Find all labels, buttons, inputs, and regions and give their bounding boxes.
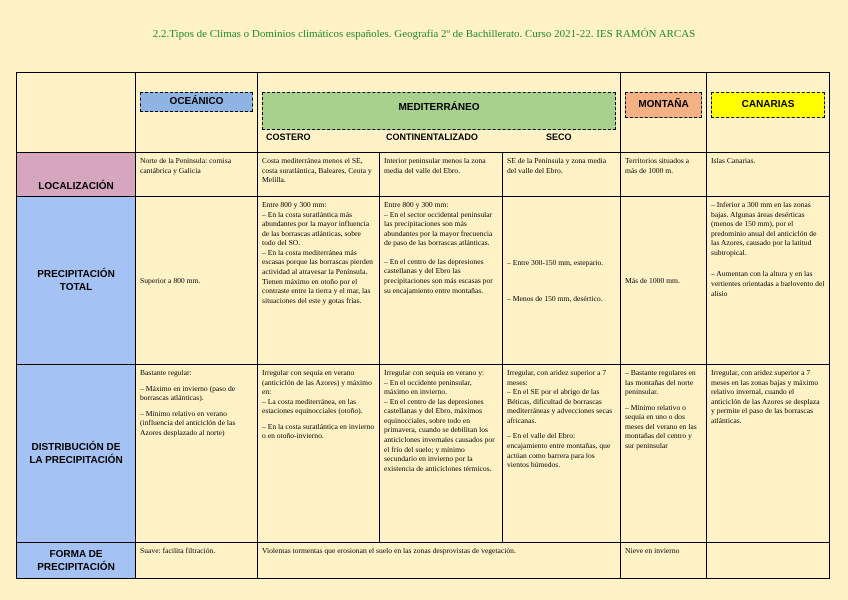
localizacion-costero: Costa mediterránea menos el SE, costa suratlántica, Baleares, Ceuta y Melilla. [258,153,380,197]
precipitacion-total-row [17,197,830,365]
precipitacion-costero [258,197,380,365]
climate-table [16,72,830,579]
text-line: – Mínimo relativo o sequía en uno o dos meses del verano en las montañas del centro y sur peninsular [625,402,697,450]
distribucion-row [17,365,830,543]
text-line: – Mínimo relativo en verano (influencia del anticiclón de las Azores desplazado al norte) [140,408,236,437]
localizacion-continentalizado: Interior peninsular menos la zona media del valle del Ebro. [380,153,503,197]
precipitacion-continentalizado [380,197,503,365]
forma-mediterraneo: Violentas tormentas que erosionan el suelo en las zonas desprovistas de vegetación. [258,543,621,579]
header-oceanico-cell [136,73,258,153]
forma-label-line1: FORMA DE [49,548,103,560]
text-line: Irregular, con aridez superior a 7 meses: [507,368,607,387]
header-montana-cell [621,73,707,153]
precipitacion-canarias [707,197,830,365]
forma-montana: Nieve en invierno [621,543,707,579]
text-line: Irregular con sequía en verano (anticiclón de las Azores) y máximo en: [262,368,372,397]
header-canarias-cell [707,73,830,153]
document-title: 2.2.Tipos de Climas o Dominios climáticos españoles. Geografía 2º de Bachillerato. Curso 2021-22. IES RAMÓN ARCAS [152,28,696,40]
text-line: Bastante regular: [140,368,192,377]
distribucion-label-line1: DISTRIBUCIÓN DE [31,441,121,453]
text-line: – En el centro de las depresiones castellanas y del Ebro, máximos equinocciales, sobre todo en primavera, cuando se debilitan los anticiclones invernales causados por el frío del suelo; y mínimo secundario en invierno por la existencia de anticiclones térmicos. [384,396,495,473]
text-line: – Inferior a 300 mm en las zonas bajas. Algunas áreas desérticas (menos de 150 mm), por el predominio anual del anticiclón de las Azores, causado por la latitud subtropical. [711,200,817,257]
localizacion-row [17,153,830,197]
montana-header: MONTAÑA [625,92,702,118]
text-line: – Bastante regulares en las montañas del norte peninsular. [625,368,696,397]
forma-oceanico: Suave: facilita filtración. [136,543,258,579]
distribucion-label [17,365,136,543]
seco-header: SECO [546,132,572,142]
text-line: – Entre 300-150 mm, estepario. [507,257,604,267]
forma-row [17,543,830,579]
text-line: – En el occidente peninsular, máximo en invierno. [384,377,472,397]
mediterraneo-subheaders [260,132,618,143]
canarias-header: CANARIAS [711,92,825,118]
costero-header: COSTERO [266,132,311,142]
precipitacion-total-label [17,197,136,365]
text-line: Irregular con sequía en verano y: [384,368,485,377]
header-empty-cell [17,73,136,153]
mediterraneo-header: MEDITERRÁNEO [262,92,616,130]
localizacion-montana: Territorios situados a más de 1000 m. [621,153,707,197]
precipitacion-total-label-line2: TOTAL [59,281,93,293]
text-line: – En el sector occidental peninsular las precipitaciones son más abundantes por la mayor frecuencia de paso de las borrascas atlánticas. [384,209,493,248]
distribucion-continentalizado [380,365,503,543]
text-line: – La costa mediterránea, en las estaciones equinocciales (otoño). [262,396,363,416]
localizacion-seco: SE de la Península y zona media del valle del Ebro. [503,153,621,197]
distribucion-canarias: Irregular, con aridez superior a 7 meses en las zonas bajas y máximo relativo invernal, cuando el anticiclón de las Azores se desplaza y permite el paso de las borrascas atlánticas. [707,365,830,543]
text-line: – Máximo en invierno (paso de borrascas atlánticas). [140,383,236,403]
distribucion-montana [621,365,707,543]
text-line: – En el valle del Ebro: encajamiento entre montañas, que actúan como barrera para los vientos húmedos. [507,431,611,470]
localizacion-label: LOCALIZACIÓN [17,153,136,197]
text-line: – En la costa suratlántica en invierno o en otoño-invierno. [262,421,375,441]
text-line: – En la costa mediterránea más escasas porque las borrascas pierden actividad al atravesar la Península. Tienen máximo en otoño por el contraste entre la tierra y el mar, las situaciones del este y gotas frías. [262,247,373,305]
distribucion-label-line2: LA PRECIPITACIÓN [29,454,123,466]
header-row [17,73,830,153]
localizacion-oceanico: Norte de la Península: cornisa cantábrica y Galicia [136,153,258,197]
text-line: – Aumentan con la altura y en las vertientes orientadas a barlovento del alisio [711,269,825,298]
text-line: Entre 800 y 300 mm: [384,200,449,209]
forma-canarias [707,543,830,579]
distribucion-oceanico [136,365,258,543]
header-mediterraneo-cell [258,73,621,153]
distribucion-seco [503,365,621,543]
oceanico-header: OCEÁNICO [140,92,253,112]
continentalizado-header: CONTINENTALIZADO [386,132,478,142]
localizacion-canarias: Islas Canarias. [707,153,830,197]
text-line: – En la costa suratlántica más abundantes por la mayor influencia de las borrascas atlánticas, sobre todo del SO. [262,209,370,248]
precipitacion-total-label-line1: PRECIPITACIÓN [37,268,115,280]
text-line: – En el SE por el abrigo de las Béticas, dificultad de borrascas mediterráneas y advecciones secas africanas. [507,387,613,425]
precipitacion-seco [503,197,621,365]
precipitacion-montana: Más de 1000 mm. [621,197,707,365]
text-line: Entre 800 y 300 mm: [262,200,327,209]
text-line: – En el centro de las depresiones castellanas y del Ebro las precipitaciones son más escasas por su encajamiento entre montañas. [384,256,493,295]
forma-label-line2: PRECIPITACIÓN [37,561,115,573]
text-line: – Menos de 150 mm, desértico. [507,293,603,303]
precipitacion-oceanico: Superior a 800 mm. [136,197,258,365]
forma-label [17,543,136,579]
distribucion-costero [258,365,380,543]
